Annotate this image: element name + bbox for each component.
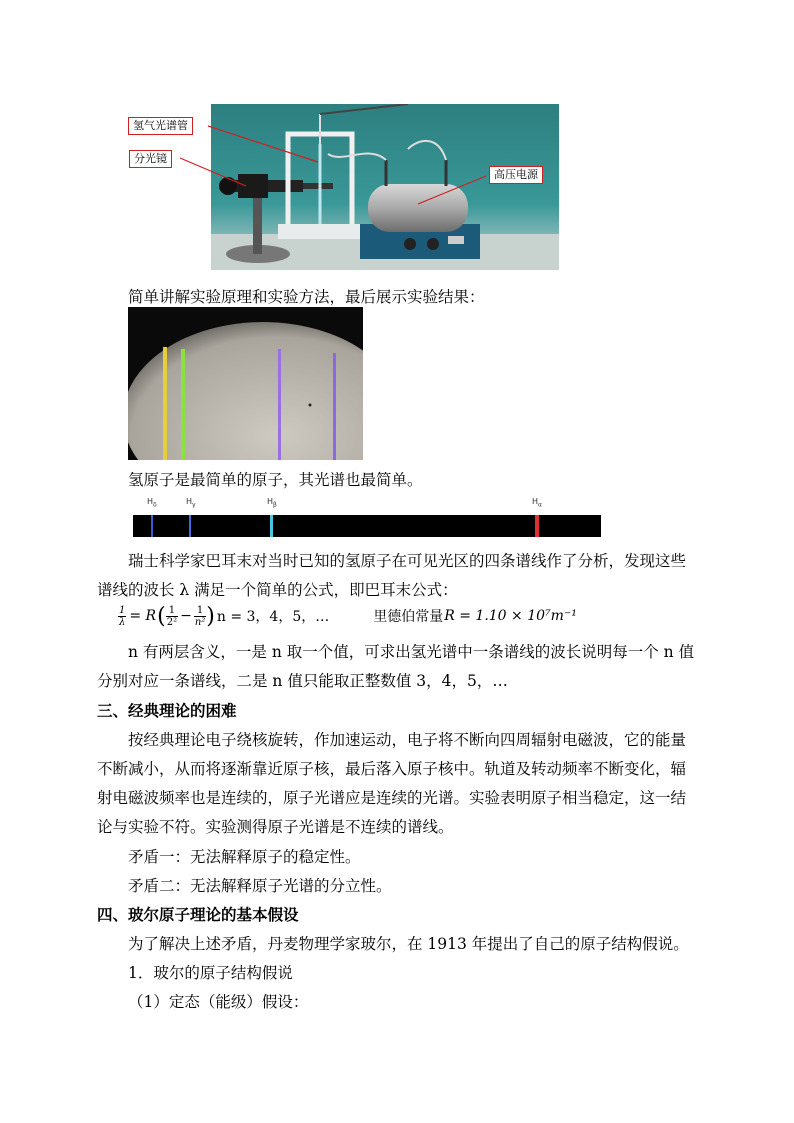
h-alpha-label: $H_\alpha$ xyxy=(532,497,542,509)
spectroscope-label: 分光镜 xyxy=(129,150,172,168)
h-beta-line xyxy=(270,515,273,537)
hydrogen-simple-text: 氢原子是最简单的原子，其光谱也最简单。 xyxy=(128,471,423,489)
h-alpha-line xyxy=(535,515,539,537)
apparatus-figure xyxy=(128,104,560,270)
spectrum-bar-figure xyxy=(133,497,603,541)
section4-heading: 四、玻尔原子理论的基本假设 xyxy=(97,906,299,924)
section3-line1: 按经典理论电子绕核旋转，作加速运动，电子将不断向四周辐射电磁波，它的能量 xyxy=(128,731,687,749)
intro-text: 简单讲解实验原理和实验方法，最后展示实验结果： xyxy=(128,288,485,306)
power-label: 高压电源 xyxy=(489,166,543,184)
section4-item1: 1．玻尔的原子结构假说 xyxy=(128,964,293,982)
h-beta-label: $H_\beta$ xyxy=(267,497,277,509)
contradiction-1: 矛盾一：无法解释原子的稳定性。 xyxy=(128,848,361,866)
h-gamma-label: $H_\gamma$ xyxy=(186,497,196,509)
spectrum-bar xyxy=(133,515,601,537)
spectrum-photo xyxy=(128,307,363,460)
h-gamma-line xyxy=(189,515,191,537)
section3-heading: 三、经典理论的困难 xyxy=(97,702,237,720)
section4-item1-sub: （1）定态（能级）假设： xyxy=(128,993,309,1011)
section3-line2: 不断减小，从而将逐渐靠近原子核，最后落入原子核中。轨道及转动频率不断变化，辐 xyxy=(97,760,687,778)
n-meaning-line2: 分别对应一条谱线，二是 n 值只能取正整数值 3，4，5，… xyxy=(97,672,508,690)
h-delta-line xyxy=(151,515,153,537)
section4-intro: 为了解决上述矛盾，丹麦物理学家玻尔，在 1913 年提出了自己的原子结构假说。 xyxy=(128,935,689,953)
section3-line4: 论与实验不符。实验测得原子光谱是不连续的谱线。 xyxy=(97,818,454,836)
balmer-formula: $\frac{1}{\lambda}$ = R ( $\frac{1}{\text{2²}}$ − $\frac{1}{\text{n²}}$ ) n = 3，4，5，… 里德伯常量 R = 1.10 × 10⁷m⁻¹ xyxy=(119,603,577,629)
n-meaning-line1: n 有两层含义，一是 n 取一个值，可求出氢光谱中一条谱线的波长说明每一个 n 值 xyxy=(128,643,695,661)
tube-label: 氢气光谱管 xyxy=(128,117,193,135)
balmer-line2: 谱线的波长 λ 满足一个简单的公式，即巴耳末公式： xyxy=(97,581,458,599)
section3-line3: 射电磁波频率也是连续的，原子光谱应是连续的光谱。实验表明原子相当稳定，这一结 xyxy=(97,789,687,807)
balmer-line1: 瑞士科学家巴耳末对当时已知的氢原子在可见光区的四条谱线作了分析，发现这些 xyxy=(128,552,687,570)
contradiction-2: 矛盾二：无法解释原子光谱的分立性。 xyxy=(128,877,392,895)
h-delta-label: $H_\delta$ xyxy=(147,497,157,509)
